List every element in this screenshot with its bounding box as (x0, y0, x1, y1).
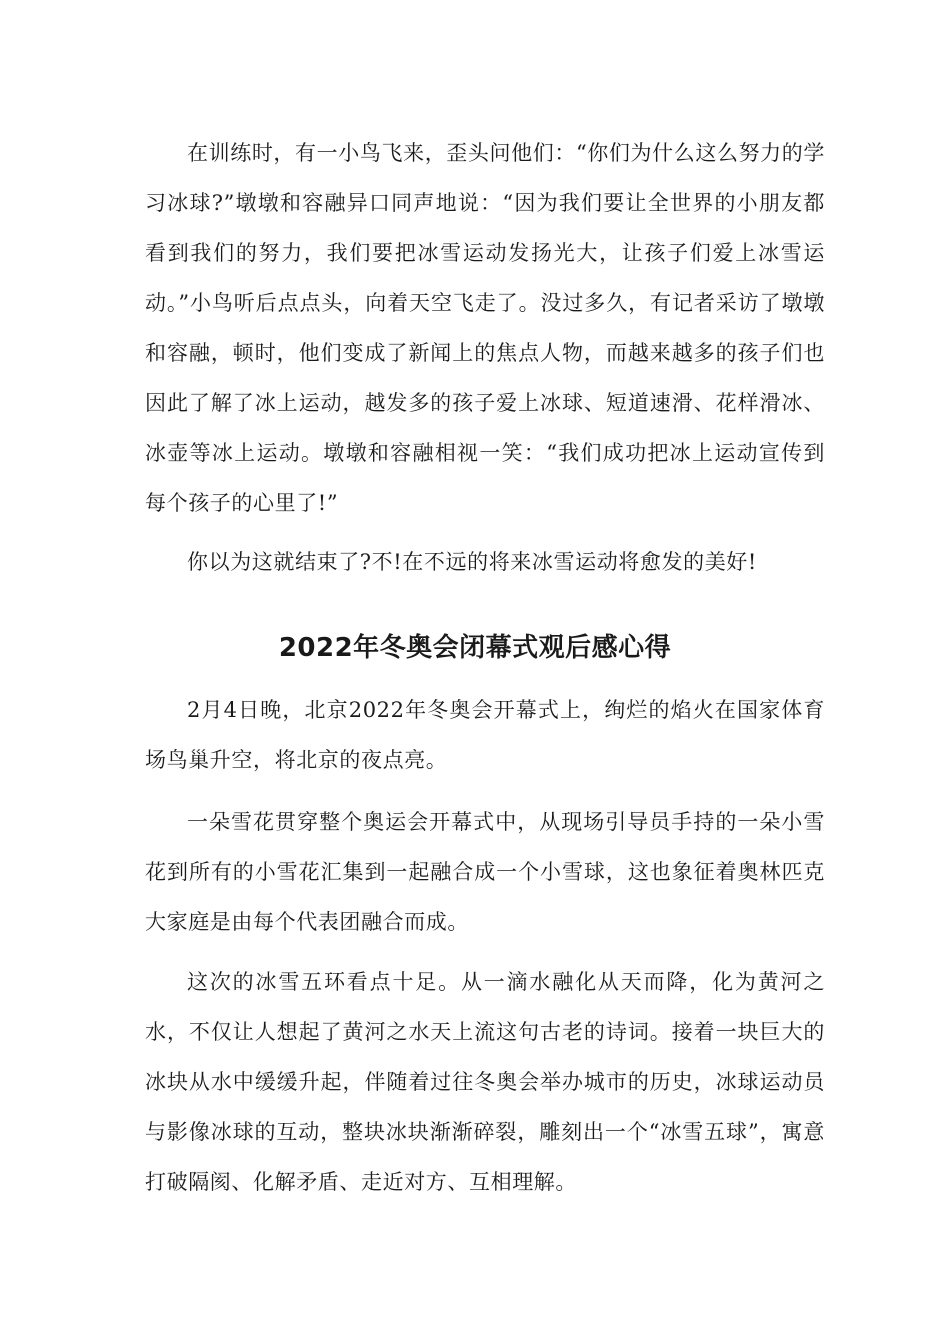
paragraph-opening-fireworks: 2月4日晚，北京2022年冬奥会开幕式上，绚烂的焰火在国家体育场鸟巢升空，将北京的夜点亮。 (145, 698, 825, 772)
paragraph-ice-rings: 这次的冰雪五环看点十足。从一滴水融化从天而降，化为黄河之水，不仅让人想起了黄河之水天上流这句古老的诗词。接着一块巨大的冰块从水中缓缓升起，伴随着过往冬奥会举办城市的历史，冰球运动员与影像冰球的互动，整块冰块渐渐碎裂，雕刻出一个“冰雪五球”，寓意打破隔阂、化解矛盾、走近对方、互相理解。 (145, 970, 825, 1194)
paragraph-future-outlook: 你以为这就结束了?不!在不远的将来冰雪运动将愈发的美好! (187, 550, 757, 574)
section-title: 2022年冬奥会闭幕式观后感心得 (278, 633, 672, 663)
paragraph-snowflake: 一朵雪花贯穿整个奥运会开幕式中，从现场引导员手持的一朵小雪花到所有的小雪花汇集到一起融合成一个小雪球，这也象征着奥林匹克大家庭是由每个代表团融合而成。 (145, 810, 825, 934)
paragraph-training-story: 在训练时，有一小鸟飞来，歪头问他们：“你们为什么这么努力的学习冰球?”墩墩和容融异口同声地说：“因为我们要让全世界的小朋友都看到我们的努力，我们要把冰雪运动发扬光大，让孩子们爱上冰雪运动。”小鸟听后点点头，向着天空飞走了。没过多久，有记者采访了墩墩和容融，顿时，他们变成了新闻上的焦点人物，而越来越多的孩子们也因此了解了冰上运动，越发多的孩子爱上冰球、短道速滑、花样滑冰、冰壶等冰上运动。墩墩和容融相视一笑：“我们成功把冰上运动宣传到每个孩子的心里了!” (145, 141, 825, 515)
